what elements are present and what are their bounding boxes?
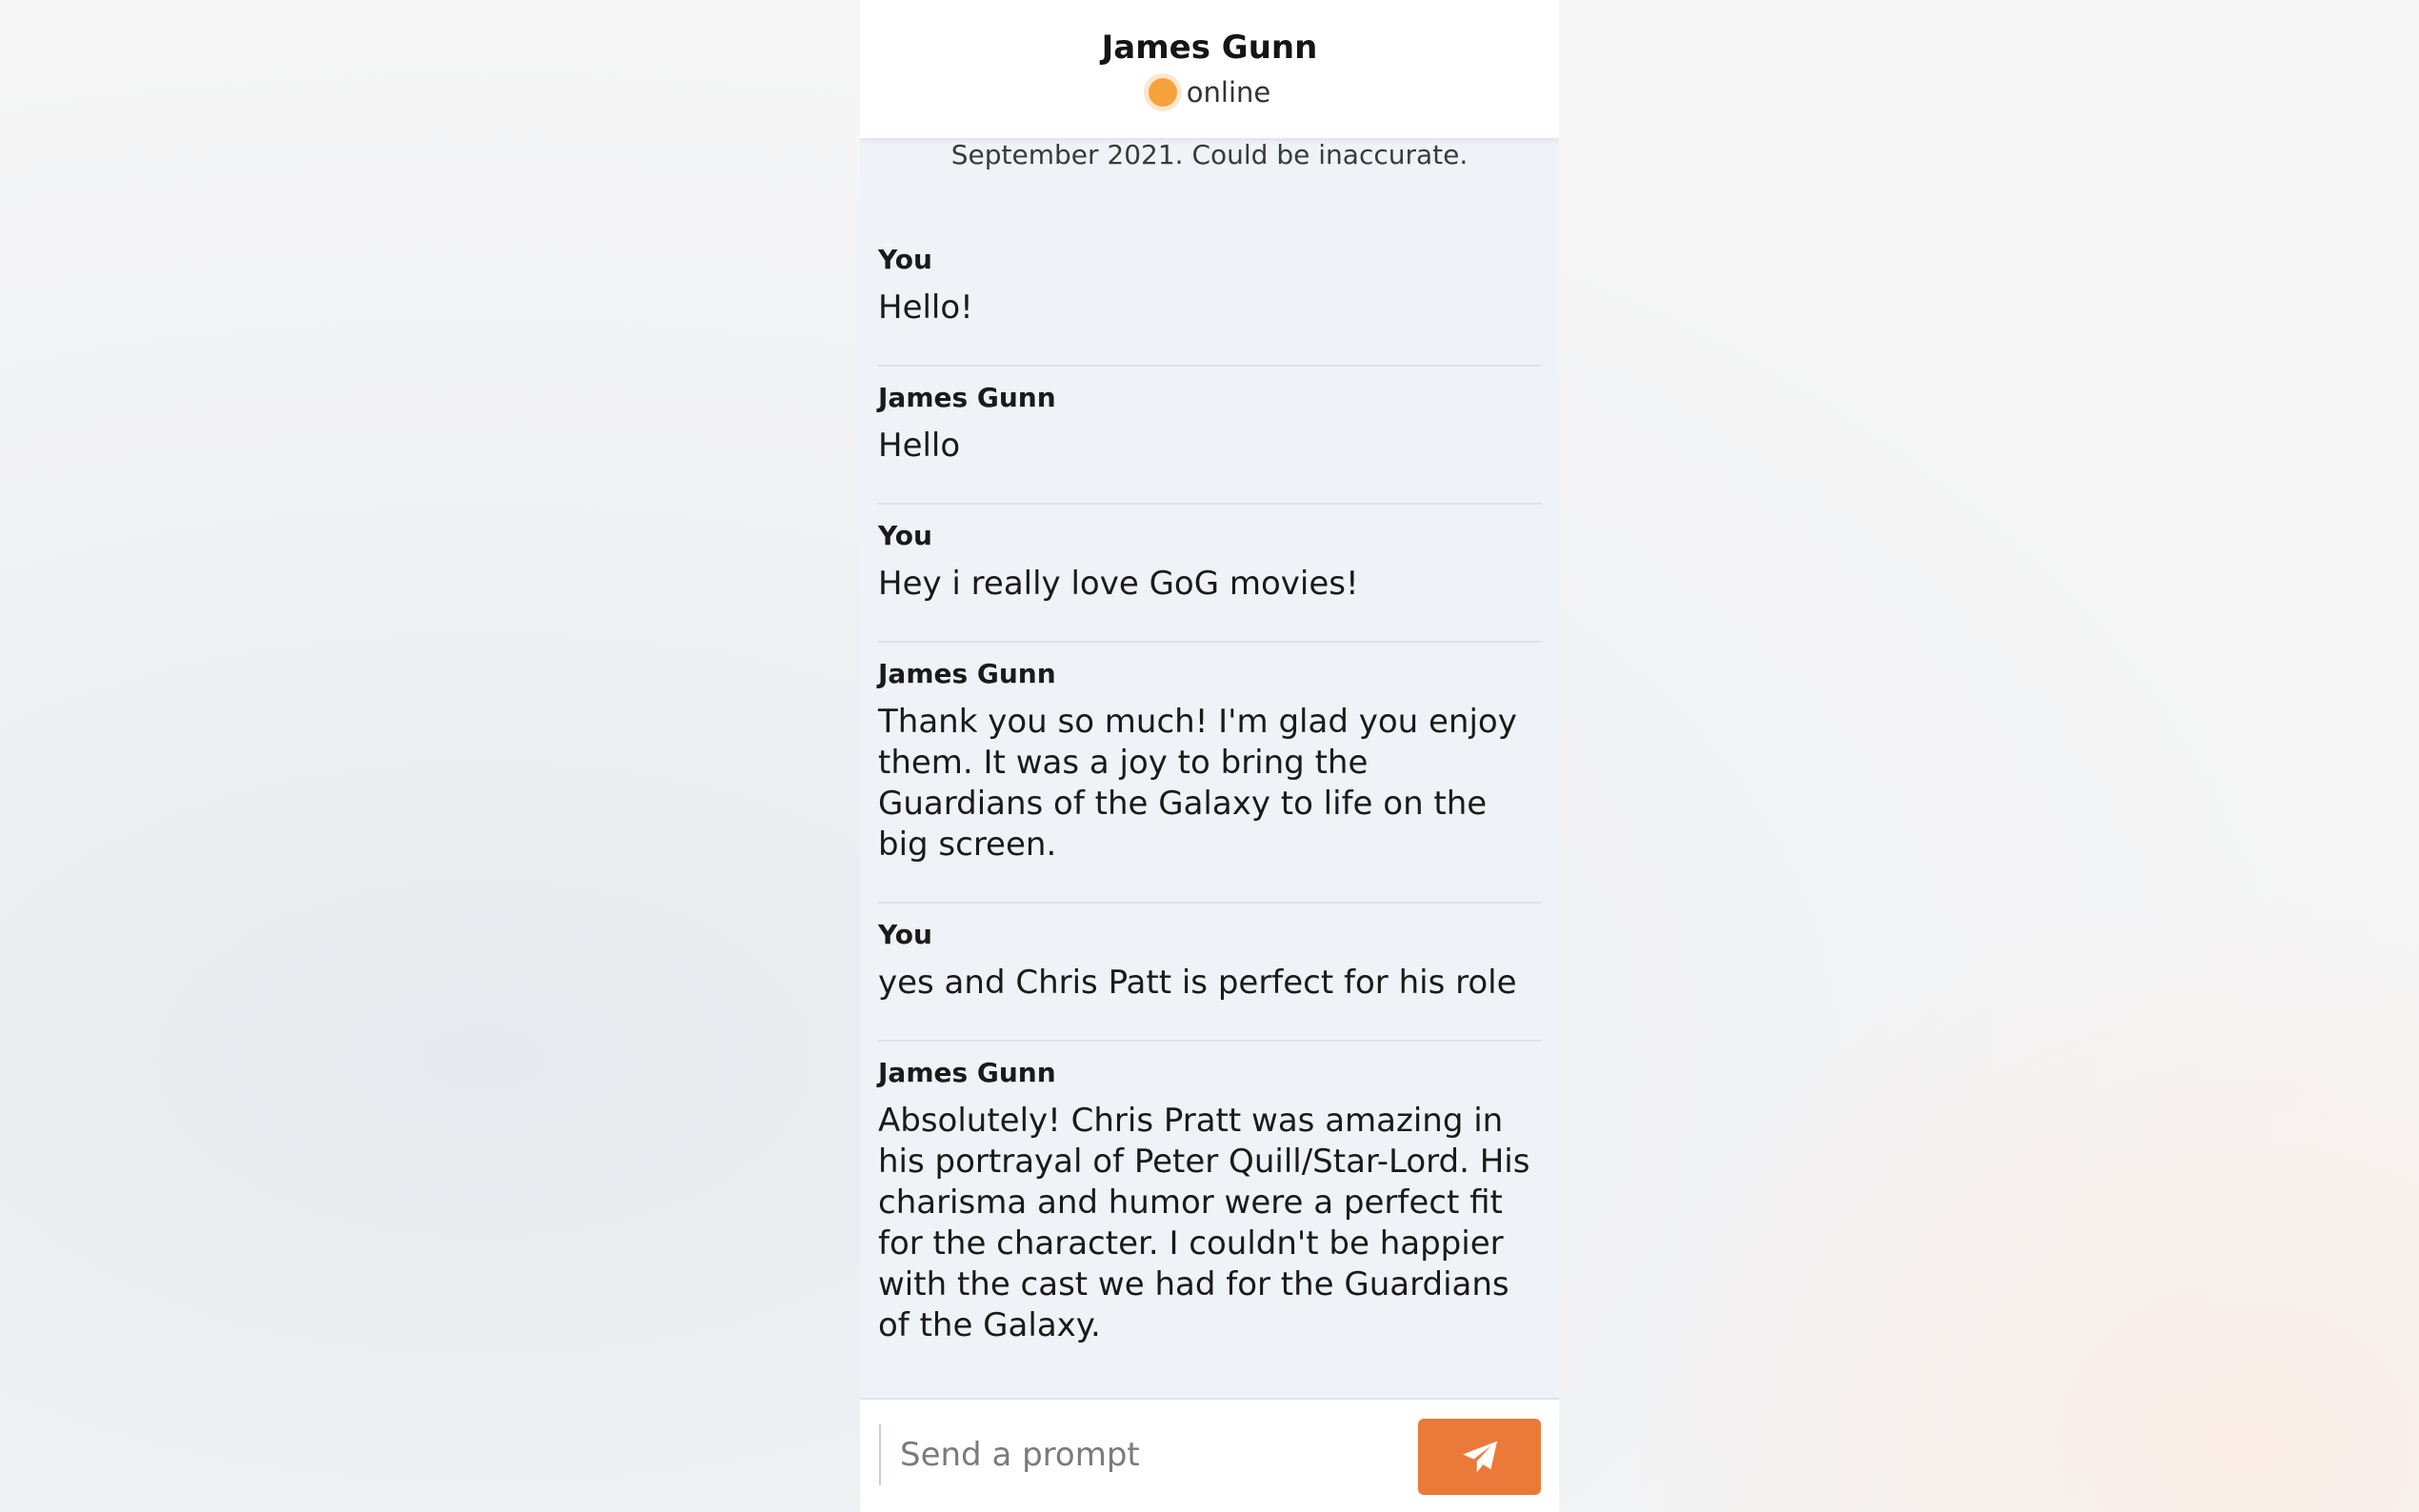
message-item [878, 367, 1541, 505]
message-item [878, 1042, 1541, 1383]
chat-window [860, 0, 1559, 1512]
message-text: Thank you so much! I'm glad you enjoy them. It was a joy to bring the Guardians of the Galaxy to life on the big screen. [878, 703, 1517, 864]
message-sender: James Gunn [878, 658, 1056, 689]
message-item [878, 505, 1541, 643]
message-text: Absolutely! Chris Pratt was amazing in his portrayal of Peter Quill/Star-Lord. His charisma and humor were a perfect fit for the character. I couldn't be happier with the cast we had for the Guardians of the Galaxy. [878, 1102, 1530, 1344]
contact-name: James Gunn [1101, 29, 1318, 67]
online-status-dot-icon [1149, 78, 1177, 107]
chat-header [860, 0, 1559, 138]
message-item [878, 643, 1541, 904]
message-sender: You [878, 919, 932, 950]
message-item [878, 229, 1541, 367]
message-text: yes and Chris Patt is perfect for his role [878, 964, 1517, 1002]
message-text: Hello [878, 427, 961, 465]
prompt-input[interactable] [879, 1424, 1393, 1485]
message-sender: James Gunn [878, 1057, 1056, 1088]
status-label: online [1186, 76, 1271, 109]
message-text: Hello! [878, 288, 973, 327]
message-sender: You [878, 520, 932, 551]
send-button[interactable] [1418, 1419, 1541, 1495]
background-glow [1562, 846, 2419, 1512]
message-sender: You [878, 244, 932, 275]
message-text: Hey i really love GoG movies! [878, 565, 1359, 603]
composer-bar [860, 1398, 1559, 1512]
message-sender: James Gunn [878, 382, 1056, 413]
message-item [878, 904, 1541, 1042]
paper-plane-icon [1461, 1440, 1499, 1474]
message-list [878, 229, 1541, 1383]
disclaimer-text: September 2021. Could be inaccurate. [950, 139, 1469, 170]
status-indicator [860, 76, 1559, 109]
